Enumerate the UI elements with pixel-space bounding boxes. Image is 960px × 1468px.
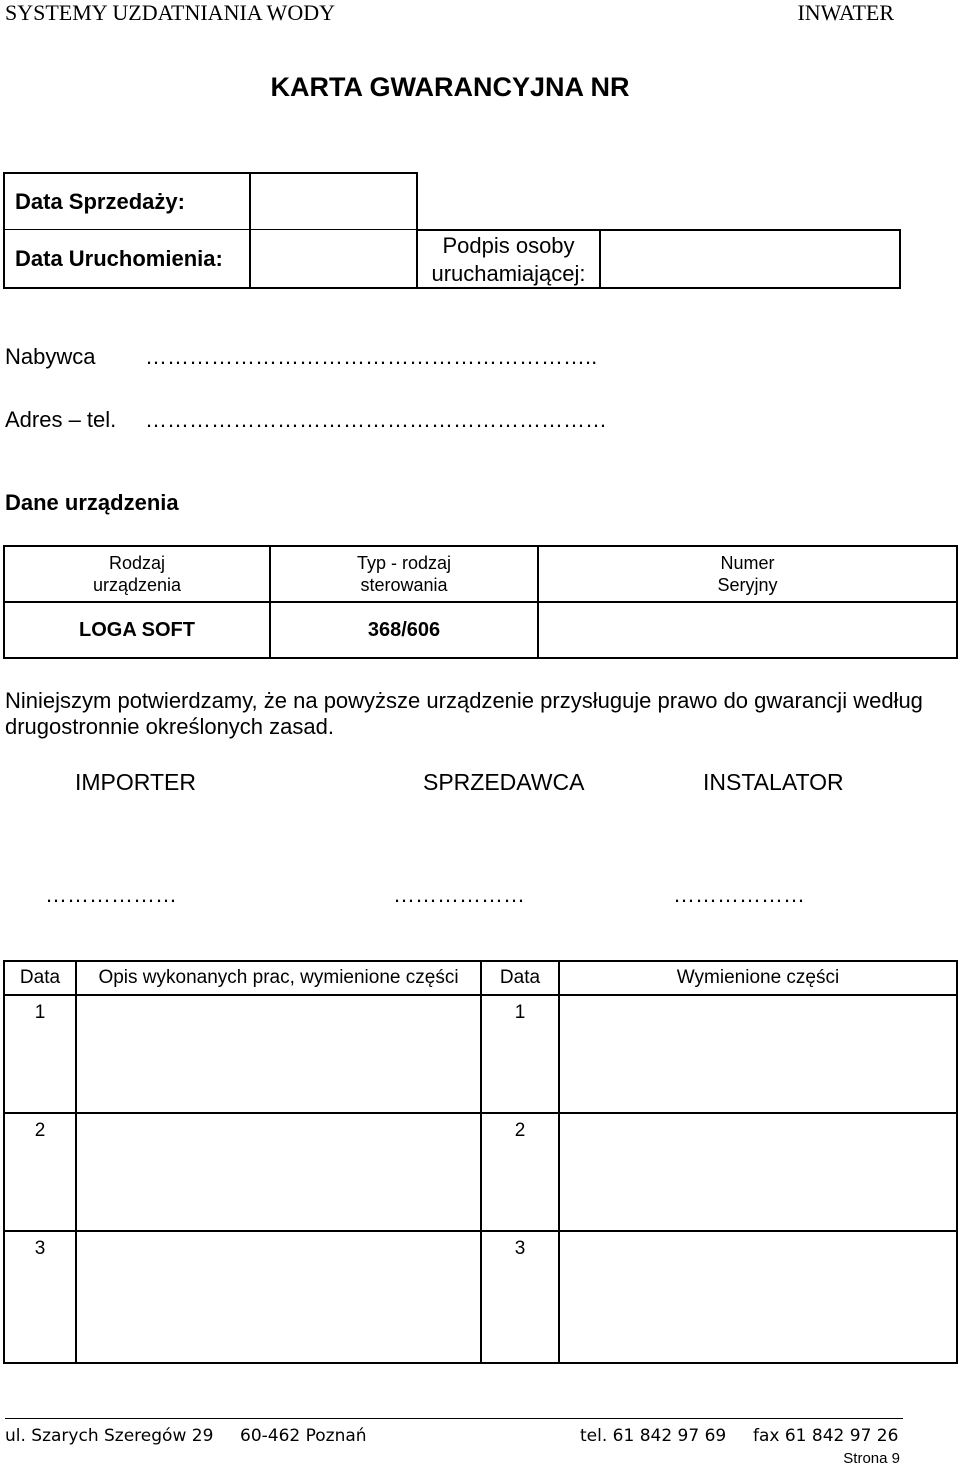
signature-importer-line[interactable]: ……………… [45,882,177,907]
device-col-control [270,546,538,602]
signature-installer-label: INSTALATOR [703,769,844,795]
signature-importer-label: IMPORTER [75,769,196,795]
row-parts-cell[interactable] [559,1113,957,1231]
row-parts-cell[interactable] [559,995,957,1113]
signature-installer-line[interactable]: ……………… [673,882,805,907]
signature-seller-line[interactable]: ……………… [393,882,525,907]
device-col-control-line1: Typ - rodzaj [356,553,452,573]
signature-label-line2: uruchamiającej: [431,261,586,286]
page-title: KARTA GWARANCYJNA NR [270,72,630,102]
row-parts-cell[interactable] [559,1231,957,1363]
row-description-cell[interactable] [76,995,481,1113]
device-type-value: LOGA SOFT [4,602,270,658]
service-header-date: Data [4,961,76,995]
device-col-serial-line2: Seryjny [717,575,778,595]
row-number: 2 [481,1113,559,1231]
signature-label-line1: Podpis osoby [442,233,575,258]
page-number: Strona 9 [843,1450,900,1467]
table-row [4,995,957,1113]
device-control-value: 368/606 [270,602,538,658]
row-number: 1 [481,995,559,1113]
date-start-label: Data Uruchomienia: [15,246,223,271]
signature-value-cell[interactable] [599,229,901,289]
device-section-title: Dane urządzenia [5,490,179,515]
device-col-type [4,546,270,602]
device-serial-value[interactable] [538,602,957,658]
footer-tel: tel. 61 842 97 69 [580,1426,727,1446]
service-header-parts: Wymienione części [559,961,957,995]
buyer-label: Nabywca [5,344,96,369]
row-number: 2 [4,1113,76,1231]
device-col-control-line2: sterowania [360,575,448,595]
service-header-description: Opis wykonanych prac, wymienione części [76,961,481,995]
row-description-cell[interactable] [76,1231,481,1363]
footer-fax: fax 61 842 97 26 [753,1426,899,1446]
header-left: SYSTEMY UZDATNIANIA WODY [5,0,335,25]
signature-seller-label: SPRZEDAWCA [423,769,585,795]
service-table [3,960,958,1364]
header-right: INWATER [797,0,894,25]
device-col-type-line1: Rodzaj [108,553,166,573]
warranty-statement: Niniejszym potwierdzamy, że na powyższe urządzenie przysługuje prawo do gwarancji według drugostronnie określonych zasad. [5,688,923,739]
row-number: 1 [4,995,76,1113]
address-dots[interactable]: ……………………………………………………… [145,407,607,432]
date-sale-label: Data Sprzedaży: [15,189,185,214]
address-label: Adres – tel. [5,407,117,432]
footer-divider [5,1418,903,1419]
device-col-type-line2: urządzenia [92,575,182,595]
footer-postal: 60-462 Poznań [240,1426,367,1446]
row-number: 3 [4,1231,76,1363]
device-table [3,545,958,659]
device-col-serial [538,546,957,602]
service-header-date-2: Data [481,961,559,995]
row-description-cell[interactable] [76,1113,481,1231]
row-number: 3 [481,1231,559,1363]
signature-label [416,232,601,288]
buyer-dots[interactable]: …………………………………………………….. [145,344,598,369]
footer-street: ul. Szarych Szeregów 29 [5,1426,214,1446]
table-row [4,1231,957,1363]
table-row [4,1113,957,1231]
sale-divider [3,229,418,231]
device-col-serial-line1: Numer [720,553,775,573]
